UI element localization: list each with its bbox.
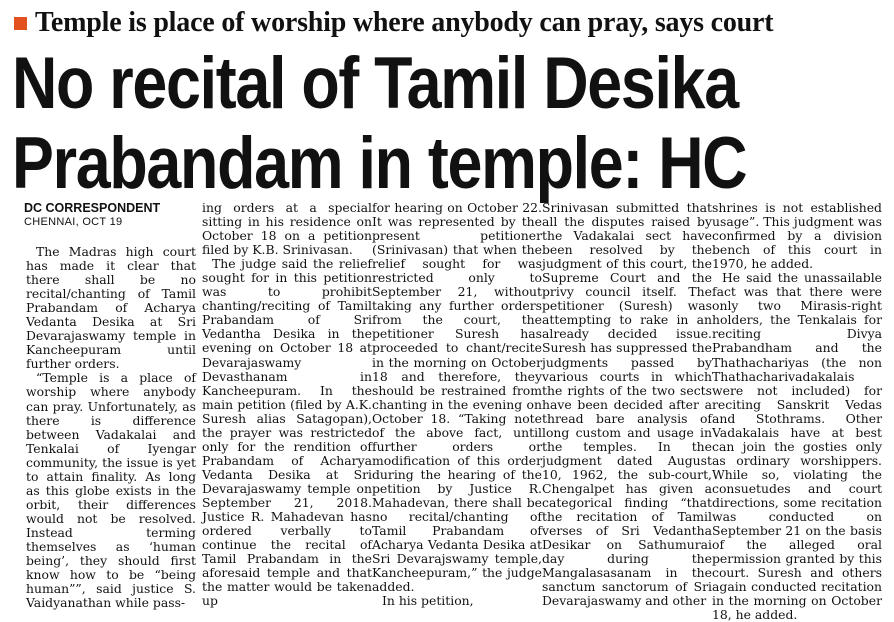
article-paragraph: shrines is not established usage”. This judgment was confirmed by a division bench of this court in 1970, he added. (712, 200, 882, 272)
headline (12, 44, 765, 204)
article-paragraph: The Madras high court has made it clear that there shall be no recital/chanting of Tamil Prabandam of Acharya Vedanta Desika at Sri Devarajaswamy temple in Kancheepuram until further orders. (26, 244, 196, 372)
article-column-1 (26, 244, 196, 611)
byline (24, 201, 194, 229)
article-paragraph: “Temple is a place of worship where anybody can pray. Unfortunately, as there is difference between Vadakalai and Tenkalai of Iyengar community, the issue is yet to attain finality. As long as this globe exists in the orbit, their differences would not be resolved. Instead terming themselves as ‘human being’, they should first know how to be “being human””, said justice S. Vaidyanathan while pass- (26, 370, 196, 611)
article-paragraph: for hearing on October 22. It was represented by the present petitioner (Srinivasan) that when the relief sought for was restricted only to September 21, without taking any further orders from the court, the petitioner Suresh has proceeded to chant/recite in the morning on October 18 and therefore, they should be restrained from chanting in the evening on October 18. “Taking note of the above fact, until further orders or modification of this order during the hearing of the petition by Justice R. Mahadevan, there shall be no recital/chanting of Tamil Prabandam of Acharya Vedanta Desika at Sri Devarajswamy temple, Kancheepuram,” the judge added. (372, 200, 542, 595)
headline-line-1: No recital of Tamil Desika (12, 43, 738, 124)
article-column-4 (542, 200, 712, 609)
dateline: CHENNAI, OCT 19 (24, 216, 123, 228)
article-column-5 (712, 200, 882, 622)
article-paragraph: In his petition, (382, 593, 474, 609)
article-paragraph: Srinivasan submitted that all the disputes raised by the Vadakalai sect have been resolved by the judgment of this court, the Supreme Court and the privy council itself. The petitioner (Suresh) was attempting to rake in an already decided issue. Suresh has suppressed the judgments passed by various courts in which the rights of the two sects have been decided after a thread bare analysis of long custom and usage in the temples. In the judgment dated August 10, 1962, the sub-court, Chengalpet has given a categorical finding “that the recitation of Tamil verses of Sri Vedantha Desikar on Sathumurai day during the Mangalasasanam in the sanctum sanctorum of Sri Devarajaswamy and other (542, 200, 712, 609)
article-column-2 (202, 200, 372, 609)
kicker-text: Temple is place of worship where anybody can pray, says court (35, 7, 774, 38)
article-paragraph: ing orders at a special sitting in his residence on October 18 on a petition filed by K.B. Srinivasan. (202, 200, 372, 258)
article-paragraph: He said the unassailable fact was that there were only two Mirasis-right holders, the Tenkalais for reciting Divya Prabandham and the Thathachariyas (the non Thathacharivadakalais were not included) for reciting Sanskrit Vedas and Stothrams. Other Vadakalais have at best can join the gosties only as ordinary worshippers. While so, violating the consuetudes and court directions, some recitation was conducted on September 21 on the basis of the alleged oral permission granted by this court. Suresh and others again conducted recitation in the morning on October 18, he added. (712, 270, 882, 622)
headline-line-2: Prabandam in temple: HC (12, 123, 747, 204)
article-paragraph: The judge said the relief sought for in this petition was to prohibit chanting/reciting of Tamil Prabandam of Sri Vedantha Desika in the evening on October 18 at Devarajaswamy Devasthanam in Kancheepuram. In the main petition (filed by A.K. Suresh alias Satagopan), the prayer was restricted only for the rendition of Prabandam of Acharya Vedanta Desika at Sri Devarajaswamy temple on September 21, 2018. Justice R. Mahadevan has ordered verbally to continue the recital of Tamil Prabandam in the aforesaid temple and that the matter would be taken up (202, 256, 372, 609)
byline-author: DC CORRESPONDENT (24, 201, 161, 215)
kicker (14, 6, 884, 40)
article-column-3 (372, 200, 542, 609)
kicker-square-icon (14, 17, 27, 30)
